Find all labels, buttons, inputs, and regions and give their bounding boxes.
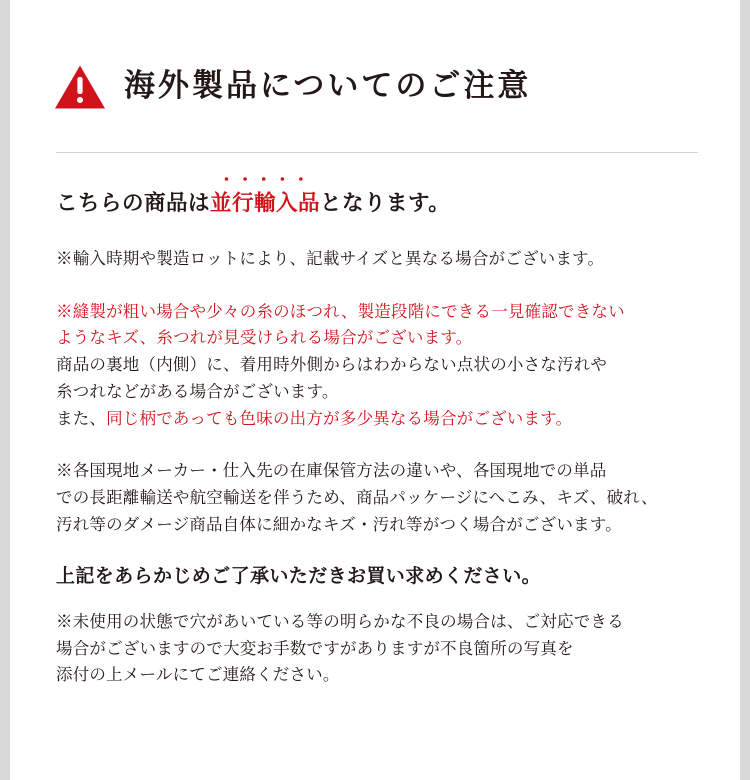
quality-line-3: 商品の裏地（内側）に、着用時外側からはわからない点状の小さな汚れや xyxy=(56,356,608,375)
lead-highlight: ・・・・・ 並行輸入品 xyxy=(210,190,320,218)
defect-line-1: ※未使用の状態で穴があいている等の明らかな不良の場合は、ご対応できる xyxy=(56,613,624,631)
acknowledgement-text: 上記をあらかじめご了承いただきお買い求めください。 xyxy=(56,566,542,588)
paragraph-defect-contact xyxy=(56,609,704,689)
quality-line-5-prefix: また、 xyxy=(56,409,107,428)
quality-line-5 xyxy=(56,406,704,433)
notice-body xyxy=(56,190,704,715)
defect-line-2: 場合がございますので大変お手数ですがありますが不良箇所の写真を xyxy=(56,639,574,658)
quality-line-5-red: 同じ柄であっても色味の出方が多少異なる場合がございます。 xyxy=(106,409,573,428)
notice-content xyxy=(10,0,740,780)
shipping-line-3: 汚れ等のダメージ商品自体に細かなキズ・汚れ等がつく場合がございます。 xyxy=(56,515,622,534)
shipping-line-1: ※各国現地メーカー・仕入先の在庫保管方法の違いや、各国現地での単品 xyxy=(56,462,607,481)
quality-line-4: 糸つれなどがある場合がございます。 xyxy=(56,382,339,401)
lead-prefix: こちらの商品は xyxy=(56,191,211,215)
warning-triangle-icon xyxy=(54,64,106,110)
notice-header xyxy=(54,62,531,108)
paragraph-shipping xyxy=(56,458,704,538)
page-title: 海外製品についてのご注意 xyxy=(124,67,532,103)
header-divider xyxy=(56,152,698,153)
shipping-line-2: での長距離輸送や航空輸送を伴うため、商品パッケージにへこみ、キズ、破れ、 xyxy=(56,488,658,507)
quality-line-1: ※縫製が粗い場合や少々の糸のほつれ、製造段階にできる一見確認できない xyxy=(56,302,625,321)
paragraph-import-size: ※輸入時期や製造ロットにより、記載サイズと異なる場合がございます。 xyxy=(56,249,605,268)
defect-line-3: 添付の上メールにてご連絡ください。 xyxy=(56,666,340,685)
lead-text xyxy=(56,190,704,218)
paragraph-quality xyxy=(56,299,704,433)
lead-suffix: となります。 xyxy=(320,191,451,215)
quality-line-2: ようなキズ、糸つれが見受けられる場合がございます。 xyxy=(56,329,473,348)
